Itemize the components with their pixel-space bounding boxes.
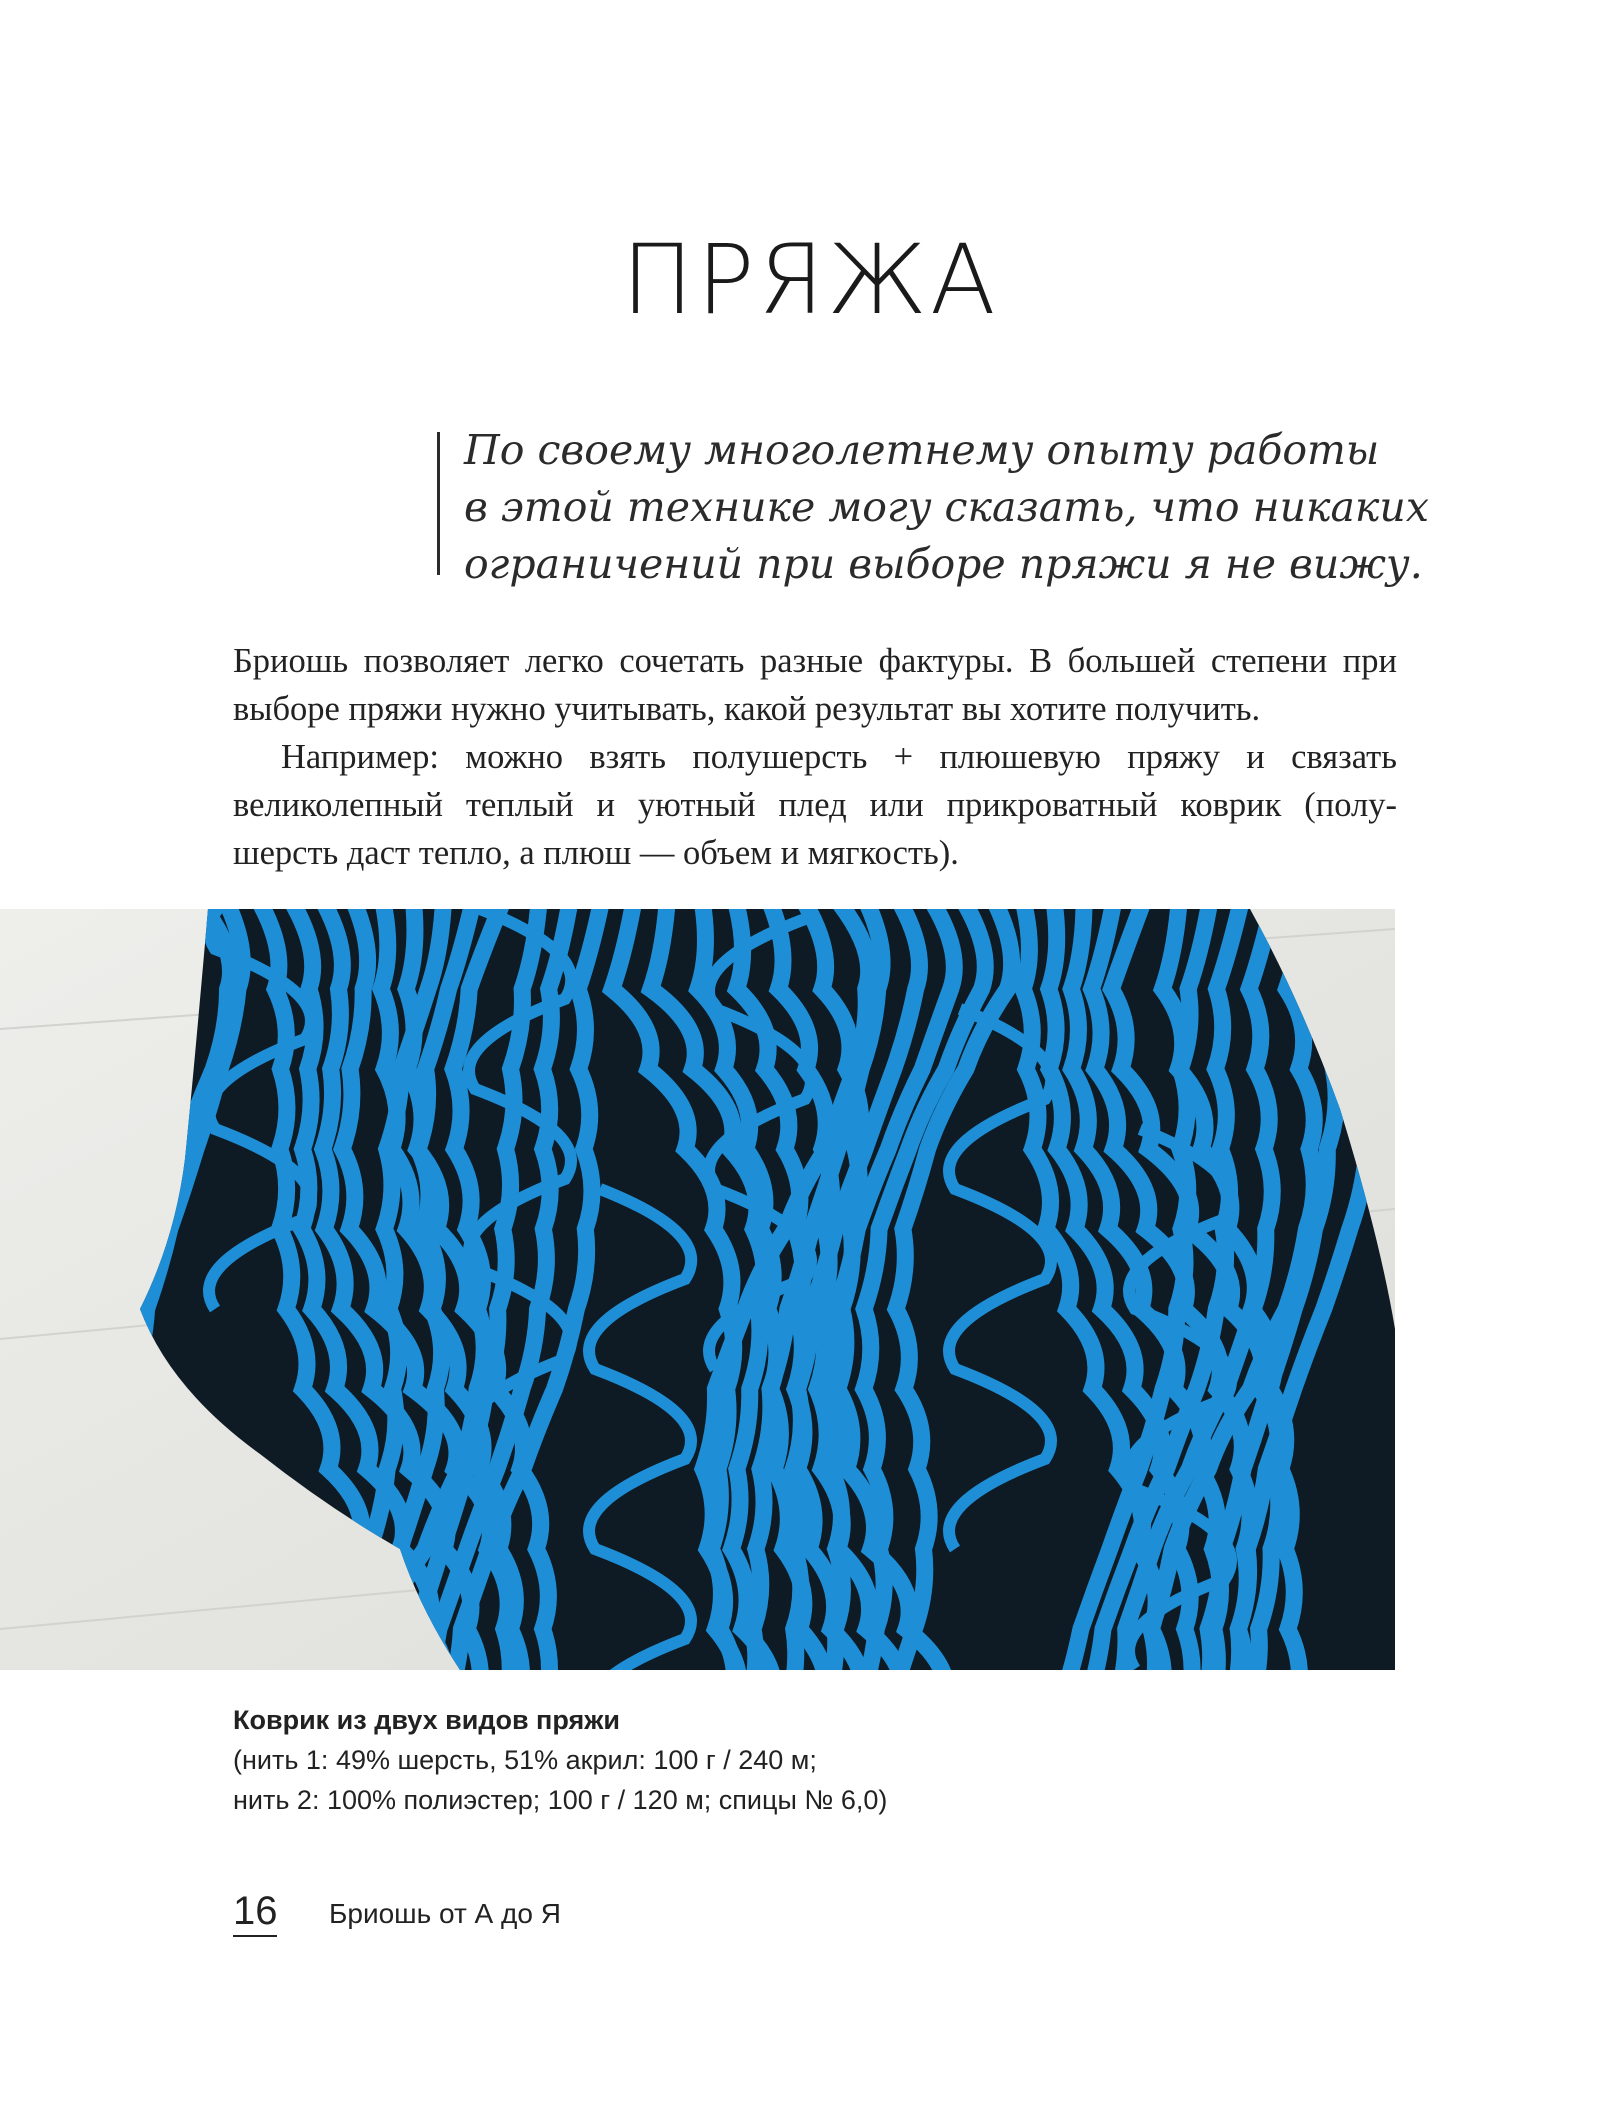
page-number-underline: [233, 1935, 277, 1937]
rug-illustration: [0, 909, 1395, 1670]
quote-line: По своему многолетнему опыту работы: [464, 426, 1380, 474]
body-text: [233, 637, 1397, 877]
page-heading: ПРЯЖА: [621, 224, 999, 336]
caption-title: Коврик из двух видов пряжи: [233, 1705, 620, 1735]
caption-line: (нить 1: 49% шерсть, 51% акрил: 100 г / 240 м;: [233, 1745, 817, 1775]
pull-quote: [464, 422, 1444, 593]
body-line: великолепный теплый и уютный плед или прикроватный коврик (полу-: [233, 786, 1397, 824]
knitted-rug-photo: [0, 909, 1395, 1670]
running-title: Бриошь от А до Я: [329, 1898, 561, 1929]
page-number: 16: [233, 1889, 278, 1933]
photo-caption: [233, 1700, 1233, 1820]
quote-line: ограничений при выборе пряжи я не вижу.: [464, 540, 1423, 588]
body-line: выборе пряжи нужно учитывать, какой результат вы хотите получить.: [233, 690, 1261, 728]
page-footer: [233, 1887, 1033, 1937]
body-line: шерсть даст тепло, а плюш — объем и мягкость).: [233, 834, 959, 872]
caption-line: нить 2: 100% полиэстер; 100 г / 120 м; спицы № 6,0): [233, 1785, 888, 1815]
body-line: Бриошь позволяет легко сочетать разные фактуры. В большей степени при: [233, 642, 1397, 680]
body-line: Например: можно взять полушерсть + плюшевую пряжу и связать: [281, 738, 1397, 776]
quote-bar: [437, 432, 440, 575]
quote-line: в этой технике могу сказать, что никаких: [464, 483, 1429, 531]
